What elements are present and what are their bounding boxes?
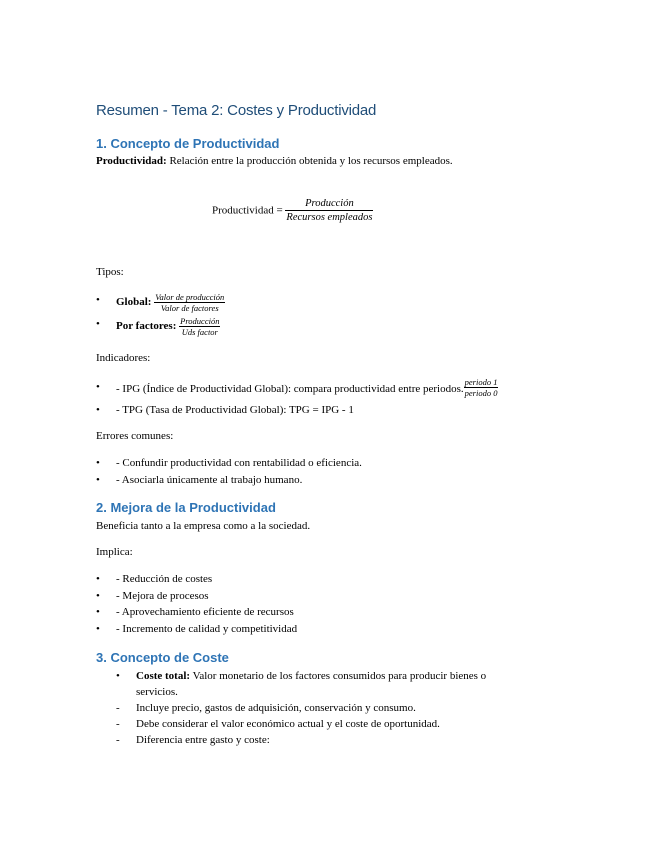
bullet-icon: • xyxy=(96,606,100,618)
formula-numerator: Producción xyxy=(285,197,373,211)
definition-term: Productividad: xyxy=(96,155,167,167)
definition-text: Relación entre la producción obtenida y los recursos empleados. xyxy=(166,155,453,167)
tpg-text: - TPG (Tasa de Productividad Global): TPG = IPG - 1 xyxy=(116,404,354,416)
dash-marker: - xyxy=(116,734,120,746)
dash-item: Debe considerar el valor económico actual y el coste de oportunidad. xyxy=(136,718,440,730)
bullet-icon: • xyxy=(116,670,120,682)
indicadores-label: Indicadores: xyxy=(96,352,151,364)
bullet-icon: • xyxy=(96,381,100,393)
productividad-formula xyxy=(212,197,373,224)
error-text: - Asociarla únicamente al trabajo humano. xyxy=(116,474,303,486)
bullet-icon: • xyxy=(96,457,100,469)
coste-total-term: Coste total: xyxy=(136,670,191,682)
bullet-icon: • xyxy=(96,623,100,635)
definition-productividad xyxy=(96,155,453,167)
implica-text: - Mejora de procesos xyxy=(116,590,209,602)
errores-label: Errores comunes: xyxy=(96,430,174,442)
fraction-numerator: periodo 1 xyxy=(464,377,498,387)
tipos-label: Tipos: xyxy=(96,266,124,278)
section-heading-mejora: 2. Mejora de la Productividad xyxy=(96,500,276,515)
error-text: - Confundir productividad con rentabilidad o eficiencia. xyxy=(116,457,362,469)
dash-item: Incluye precio, gastos de adquisición, conservación y consumo. xyxy=(136,702,416,714)
implica-text: - Aprovechamiento eficiente de recursos xyxy=(116,606,294,618)
formula-fraction xyxy=(285,197,373,224)
section-heading-coste: 3. Concepto de Coste xyxy=(96,650,229,665)
fraction-denominator: periodo 0 xyxy=(464,388,498,398)
tipo-label: Global: xyxy=(116,296,152,309)
bullet-icon: • xyxy=(96,404,100,416)
bullet-icon: • xyxy=(96,474,100,486)
tipo-label: Por factores: xyxy=(116,320,177,333)
bullet-icon: • xyxy=(96,318,100,330)
bullet-icon: • xyxy=(96,590,100,602)
dash-item: Diferencia entre gasto y coste: xyxy=(136,734,270,746)
fraction-denominator: Uds factor xyxy=(181,327,218,337)
section-heading-productividad: 1. Concepto de Productividad xyxy=(96,136,280,151)
fraction-denominator: Valor de factores xyxy=(160,303,219,313)
bullet-icon: • xyxy=(96,294,100,306)
ipg-fraction xyxy=(464,377,499,398)
implica-label: Implica: xyxy=(96,546,133,558)
coste-total-definition xyxy=(136,670,486,682)
coste-total-text: Valor monetario de los factores consumidos para producir bienes o xyxy=(190,670,487,682)
dash-marker: - xyxy=(116,702,120,714)
document-title: Resumen - Tema 2: Costes y Productividad xyxy=(96,102,377,119)
fraction-numerator: Valor de producción xyxy=(155,292,225,302)
formula-lhs: Productividad = xyxy=(212,204,283,217)
mejora-intro: Beneficia tanto a la empresa como a la sociedad. xyxy=(96,520,311,532)
tipo-fraction xyxy=(179,316,220,337)
dash-marker: - xyxy=(116,718,120,730)
coste-total-continuation: servicios. xyxy=(136,686,178,698)
ipg-text: - IPG (Índice de Productividad Global): compara productividad entre periodos. xyxy=(116,383,464,396)
bullet-icon: • xyxy=(96,573,100,585)
tipo-fraction xyxy=(154,292,225,313)
implica-text: - Incremento de calidad y competitividad xyxy=(116,623,298,635)
formula-denominator: Recursos empleados xyxy=(286,212,373,223)
fraction-numerator: Producción xyxy=(180,316,220,326)
implica-text: - Reducción de costes xyxy=(116,573,213,585)
